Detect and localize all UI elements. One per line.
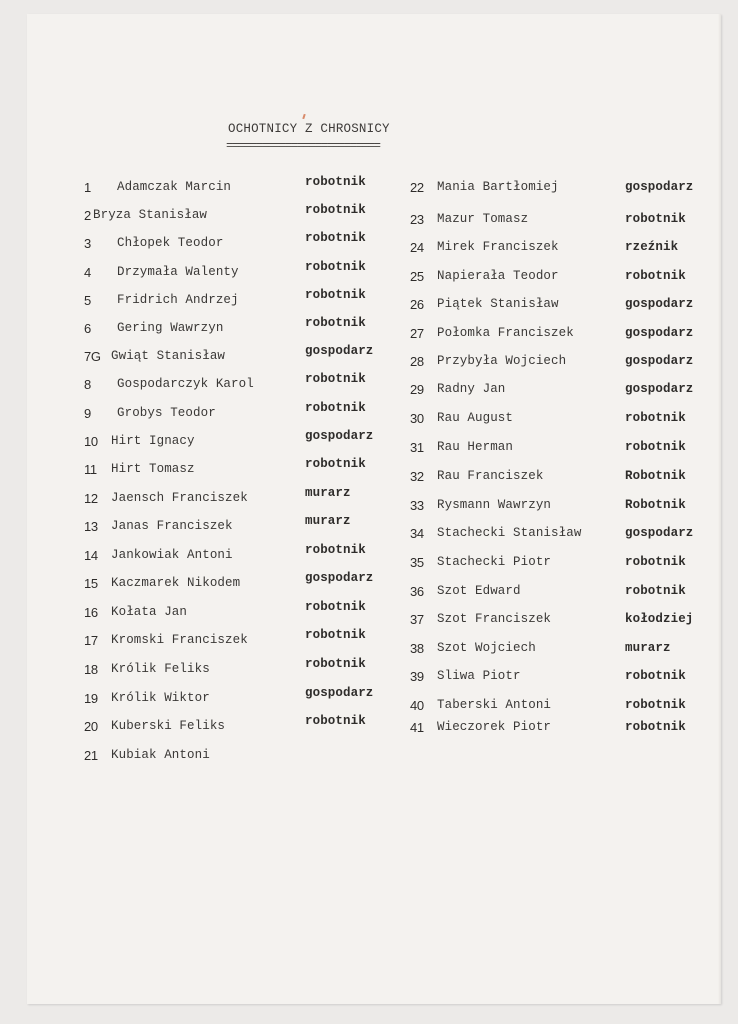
entry-name: Kubiak Antoni xyxy=(111,748,210,762)
entry-number: 40 xyxy=(410,698,424,713)
entry-number: 18 xyxy=(84,662,98,677)
entry-occupation: gospodarz xyxy=(305,429,374,443)
entry-name: Chłopek Teodor xyxy=(117,236,224,250)
entry-name: Mazur Tomasz xyxy=(437,212,529,226)
entry-number: 5 xyxy=(84,293,91,308)
entry-occupation: robotnik xyxy=(305,628,366,642)
entry-number: 41 xyxy=(410,720,424,735)
entry-number: 28 xyxy=(410,354,424,369)
entry-occupation: robotnik xyxy=(625,269,686,283)
entry-occupation: robotnik xyxy=(305,288,366,302)
ink-mark xyxy=(302,114,305,119)
entry-number: 31 xyxy=(410,440,424,455)
entry-name: Jankowiak Antoni xyxy=(111,548,233,562)
entry-number: 6 xyxy=(84,321,91,336)
entry-number: 12 xyxy=(84,491,98,506)
entry-number: 25 xyxy=(410,269,424,284)
entry-number: 38 xyxy=(410,641,424,656)
entry-occupation: robotnik xyxy=(305,401,366,415)
entry-name: Kromski Franciszek xyxy=(111,633,248,647)
entry-name: Rau Franciszek xyxy=(437,469,544,483)
entry-name: Fridrich Andrzej xyxy=(117,293,239,307)
entry-name: Szot Wojciech xyxy=(437,641,536,655)
entry-occupation: rzeźnik xyxy=(625,240,679,254)
entry-occupation: robotnik xyxy=(305,600,366,614)
entry-occupation: robotnik xyxy=(305,543,366,557)
entry-number: 23 xyxy=(410,212,424,227)
entry-number: 29 xyxy=(410,382,424,397)
entry-number: 32 xyxy=(410,469,424,484)
entry-occupation: robotnik xyxy=(625,440,686,454)
entry-name: Mirek Franciszek xyxy=(437,240,559,254)
entry-name: Mania Bartłomiej xyxy=(437,180,559,194)
entry-number: 17 xyxy=(84,633,98,648)
entry-number: 11 xyxy=(84,462,97,477)
entry-name: Rau August xyxy=(437,411,514,425)
entry-occupation: robotnik xyxy=(625,698,686,712)
entry-name: Adamczak Marcin xyxy=(117,180,232,194)
entry-number: 19 xyxy=(84,691,98,706)
entry-occupation: robotnik xyxy=(625,584,686,598)
entry-occupation: robotnik xyxy=(305,175,366,189)
entry-name: Połomka Franciszek xyxy=(437,326,574,340)
entry-number: 33 xyxy=(410,498,424,513)
entry-name: Kuberski Feliks xyxy=(111,719,226,733)
entry-name: Rau Herman xyxy=(437,440,514,454)
entry-number: 35 xyxy=(410,555,424,570)
entry-name: Napierała Teodor xyxy=(437,269,559,283)
entry-occupation: robotnik xyxy=(305,260,366,274)
entry-number: 27 xyxy=(410,326,424,341)
entry-name: Stachecki Stanisław xyxy=(437,526,582,540)
entry-number: 36 xyxy=(410,584,424,599)
entry-number: 4 xyxy=(84,265,91,280)
entry-number: 2 xyxy=(84,208,91,223)
entry-occupation: gospodarz xyxy=(625,297,694,311)
entry-occupation: robotnik xyxy=(305,203,366,217)
entry-occupation: gospodarz xyxy=(625,382,694,396)
entry-occupation: gospodarz xyxy=(305,571,374,585)
entry-occupation: gospodarz xyxy=(305,344,374,358)
entry-name: Kołata Jan xyxy=(111,605,188,619)
entry-name: Królik Feliks xyxy=(111,662,210,676)
entry-occupation: gospodarz xyxy=(625,326,694,340)
entry-occupation: Robotnik xyxy=(625,498,686,512)
entry-name: Wieczorek Piotr xyxy=(437,720,552,734)
entry-name: Sliwa Piotr xyxy=(437,669,521,683)
document-page xyxy=(27,14,721,1004)
entry-number: 16 xyxy=(84,605,98,620)
entry-occupation: robotnik xyxy=(305,372,366,386)
entry-name: Piątek Stanisław xyxy=(437,297,559,311)
entry-number: 10 xyxy=(84,434,98,449)
entry-occupation: robotnik xyxy=(625,555,686,569)
entry-name: Grobys Teodor xyxy=(117,406,216,420)
entry-occupation: murarz xyxy=(305,514,351,528)
entry-name: Taberski Antoni xyxy=(437,698,552,712)
entry-name: Szot Franciszek xyxy=(437,612,552,626)
entry-number: 9 xyxy=(84,406,91,421)
entry-occupation: robotnik xyxy=(625,212,686,226)
entry-occupation: robotnik xyxy=(305,457,366,471)
entry-name: Janas Franciszek xyxy=(111,519,233,533)
entry-name: Hirt Tomasz xyxy=(111,462,195,476)
entry-occupation: gospodarz xyxy=(625,180,694,194)
entry-occupation: robotnik xyxy=(625,411,686,425)
entry-occupation: robotnik xyxy=(305,316,366,330)
entry-number: 8 xyxy=(84,377,91,392)
entry-occupation: murarz xyxy=(305,486,351,500)
entry-name: Stachecki Piotr xyxy=(437,555,552,569)
entry-number: 15 xyxy=(84,576,98,591)
entry-number: 24 xyxy=(410,240,424,255)
entry-number: 20 xyxy=(84,719,98,734)
entry-name: Gospodarczyk Karol xyxy=(117,377,254,391)
entry-number: 39 xyxy=(410,669,424,684)
entry-name: Radny Jan xyxy=(437,382,506,396)
title-underline: ========================== xyxy=(226,139,380,153)
entry-name: Przybyła Wojciech xyxy=(437,354,567,368)
entry-number: 34 xyxy=(410,526,424,541)
entry-occupation: robotnik xyxy=(625,669,686,683)
entry-number: 1 xyxy=(84,180,91,195)
entry-name: Szot Edward xyxy=(437,584,521,598)
entry-occupation: gospodarz xyxy=(625,354,694,368)
entry-number: 7G xyxy=(84,349,101,364)
entry-occupation: gospodarz xyxy=(625,526,694,540)
entry-name: Bryza Stanisław xyxy=(93,208,208,222)
entry-number: 26 xyxy=(410,297,424,312)
page-title: OCHOTNICY Z CHROSNICY xyxy=(228,122,390,136)
entry-name: Rysmann Wawrzyn xyxy=(437,498,552,512)
entry-number: 22 xyxy=(410,180,424,195)
entry-name: Kaczmarek Nikodem xyxy=(111,576,241,590)
entry-occupation: kołodziej xyxy=(625,612,694,626)
entry-occupation: gospodarz xyxy=(305,686,374,700)
entry-name: Drzymała Walenty xyxy=(117,265,239,279)
entry-occupation: robotnik xyxy=(305,714,366,728)
entry-number: 21 xyxy=(84,748,98,763)
entry-name: Królik Wiktor xyxy=(111,691,210,705)
entry-number: 3 xyxy=(84,236,91,251)
entry-occupation: murarz xyxy=(625,641,671,655)
entry-name: Gering Wawrzyn xyxy=(117,321,224,335)
entry-name: Jaensch Franciszek xyxy=(111,491,248,505)
entry-occupation: Robotnik xyxy=(625,469,686,483)
entry-number: 14 xyxy=(84,548,98,563)
entry-name: Gwiąt Stanisław xyxy=(111,349,226,363)
entry-occupation: robotnik xyxy=(305,657,366,671)
entry-number: 37 xyxy=(410,612,424,627)
entry-name: Hirt Ignacy xyxy=(111,434,195,448)
entry-occupation: robotnik xyxy=(305,231,366,245)
entry-number: 30 xyxy=(410,411,424,426)
entry-occupation: robotnik xyxy=(625,720,686,734)
entry-number: 13 xyxy=(84,519,98,534)
